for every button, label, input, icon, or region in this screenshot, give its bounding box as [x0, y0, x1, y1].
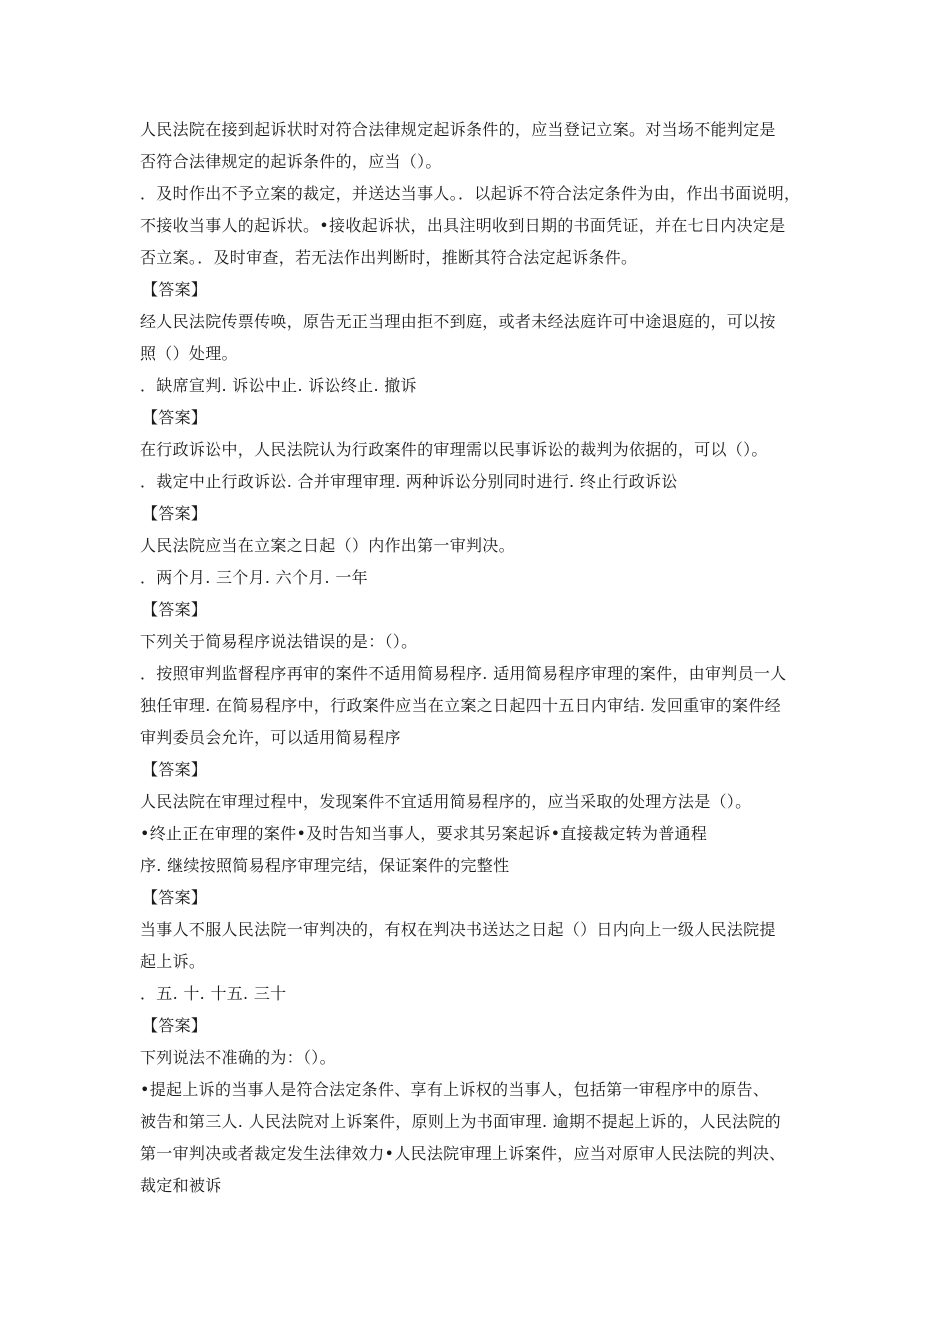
question-3-stem-line-1: 在行政诉讼中，人民法院认为行政案件的审理需以民事诉讼的裁判为依据的，可以（）。 [140, 440, 768, 459]
question-6-answer-label: 【答案】 [142, 888, 208, 907]
question-6-options-line-2: 序. 继续按照简易程序审理完结，保证案件的完整性 [140, 856, 510, 875]
question-1-options-line-1: ．及时作出不予立案的裁定，并送达当事人。．以起诉不符合法定条件为由，作出书面说明， [140, 184, 801, 203]
question-2-options-line-1: ．缺席宣判. 诉讼中止. 诉讼终止. 撤诉 [140, 376, 417, 395]
question-7-options-line-1: ．五. 十. 十五. 三十 [140, 984, 287, 1003]
question-7-stem-line-1: 当事人不服人民法院一审判决的，有权在判决书送达之日起（）日内向上一级人民法院提 [140, 920, 776, 939]
question-2-stem-line-1: 经人民法院传票传唤，原告无正当理由拒不到庭，或者未经法庭许可中途退庭的，可以按 [140, 312, 776, 331]
question-5-options-line-3: 审判委员会允许，可以适用简易程序 [140, 728, 401, 747]
question-1-options-line-2: 不接收当事人的起诉状。•接收起诉状，出具注明收到日期的书面凭证，并在七日内决定是 [140, 216, 786, 235]
question-5-options-line-1: ．按照审判监督程序再审的案件不适用简易程序. 适用简易程序审理的案件，由审判员一人 [140, 664, 787, 683]
question-5-options-line-2: 独任审理. 在简易程序中，行政案件应当在立案之日起四十五日内审结. 发回重审的案件经 [140, 696, 781, 715]
question-3-options-line-1: ．裁定中止行政诉讼. 合并审理审理. 两种诉讼分别同时进行. 终止行政诉讼 [140, 472, 678, 491]
question-4-answer-label: 【答案】 [142, 600, 208, 619]
question-2-stem-line-2: 照（）处理。 [140, 344, 238, 363]
question-8-options-line-4: 裁定和被诉 [140, 1176, 222, 1195]
document-body [140, 114, 810, 1202]
question-8-stem-line-1: 下列说法不准确的为：（）。 [140, 1048, 336, 1067]
question-8-options-line-3: 第一审判决或者裁定发生法律效力•人民法院审理上诉案件，应当对原审人民法院的判决、 [140, 1144, 786, 1163]
question-5-answer-label: 【答案】 [142, 760, 208, 779]
question-1-answer-label: 【答案】 [142, 280, 208, 299]
question-1-options-line-3: 否立案。．及时审查，若无法作出判断时，推断其符合法定起诉条件。 [140, 248, 638, 267]
question-8-options-line-1: •提起上诉的当事人是符合法定条件、享有上诉权的当事人，包括第一审程序中的原告、 [140, 1080, 770, 1099]
question-2-answer-label: 【答案】 [142, 408, 208, 427]
question-3-answer-label: 【答案】 [142, 504, 208, 523]
question-6-stem-line-1: 人民法院在审理过程中，发现案件不宜适用简易程序的，应当采取的处理方法是（）。 [140, 792, 752, 811]
question-4-stem-line-1: 人民法院应当在立案之日起（）内作出第一审判决。 [140, 536, 515, 555]
question-7-answer-label: 【答案】 [142, 1016, 208, 1035]
question-7-stem-line-2: 起上诉。 [140, 952, 206, 971]
question-8-options-line-2: 被告和第三人. 人民法院对上诉案件，原则上为书面审理. 逾期不提起上诉的，人民法院的 [140, 1112, 781, 1131]
question-1-stem-line-2: 否符合法律规定的起诉条件的，应当（）。 [140, 152, 442, 171]
question-6-options-line-1: •终止正在审理的案件•及时告知当事人，要求其另案起诉•直接裁定转为普通程 [140, 824, 708, 843]
question-4-options-line-1: ．两个月. 三个月. 六个月. 一年 [140, 568, 368, 587]
question-1-stem-line-1: 人民法院在接到起诉状时对符合法律规定起诉条件的，应当登记立案。对当场不能判定是 [140, 120, 776, 139]
question-5-stem-line-1: 下列关于简易程序说法错误的是：（）。 [140, 632, 418, 651]
